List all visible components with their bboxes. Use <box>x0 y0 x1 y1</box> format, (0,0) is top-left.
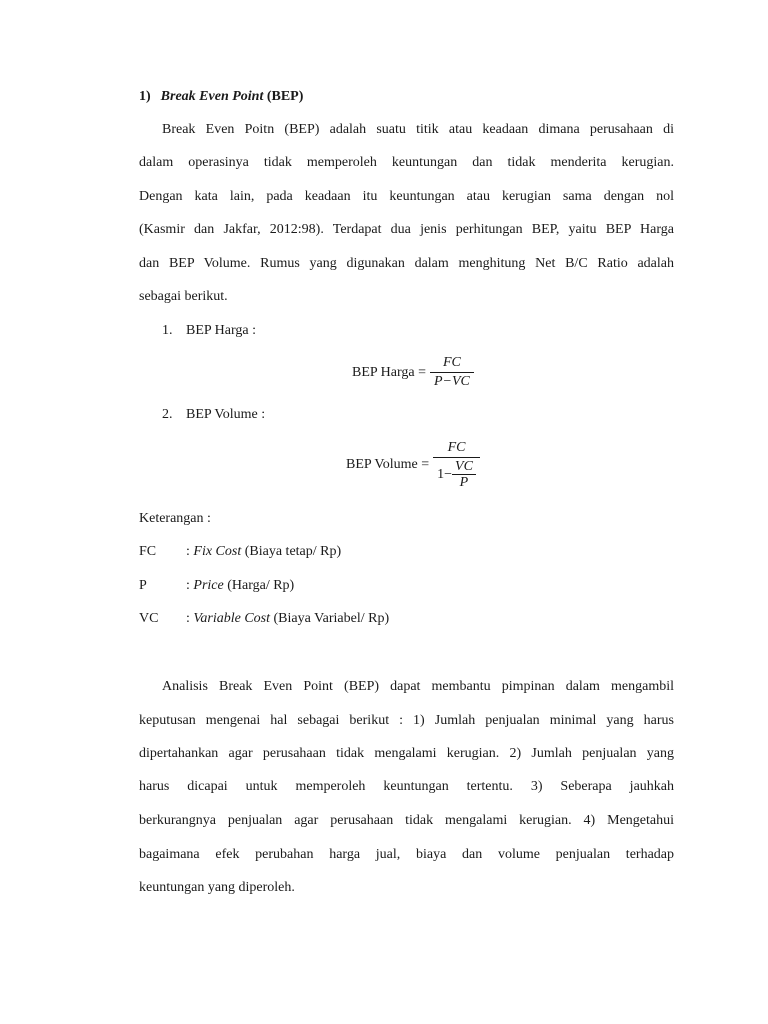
definition-term: P <box>139 578 147 593</box>
formula-fraction <box>430 355 474 390</box>
paragraph2-line: Analisis Break Even Point (BEP) dapat membantu pimpinan dalam mengambil <box>162 679 674 694</box>
list-item <box>162 321 697 341</box>
paragraph1-line: dalam operasinya tidak memperoleh keuntungan dan tidak menderita kerugian. <box>139 155 674 170</box>
list-item-label: BEP Volume : <box>186 407 266 422</box>
paragraph1-line: Dengan kata lain, pada keadaan itu keuntungan atau kerugian sama dengan nol <box>139 189 674 204</box>
inner-fraction <box>452 459 476 490</box>
definition-italic: Fix Cost <box>193 544 242 559</box>
formula-bep-harga <box>352 355 474 390</box>
inner-numerator: VC <box>455 459 473 474</box>
definition-term: FC <box>139 544 157 559</box>
definition-rest: (Harga/ Rp) <box>223 578 295 593</box>
list-item-label: BEP Harga : <box>186 323 256 338</box>
definition-separator: : <box>186 611 194 626</box>
section-heading <box>139 87 674 107</box>
paragraph2-line: berkurangnya penjualan agar perusahaan tidak mengalami kerugian. 4) Mengetahui <box>139 813 674 828</box>
definition-term: VC <box>139 611 159 626</box>
formula-bep-volume <box>346 440 480 490</box>
paragraph1-line: (Kasmir dan Jakfar, 2012:98). Terdapat dua jenis perhitungan BEP, yaitu BEP Harga <box>139 222 674 237</box>
formula-lhs: BEP Volume = <box>346 457 430 472</box>
definition-row <box>139 576 294 596</box>
definition-row <box>139 609 389 629</box>
fraction-numerator: FC <box>447 440 466 455</box>
paragraph2-line: keputusan mengenai hal sebagai berikut : 1) Jumlah penjualan minimal yang harus <box>139 713 674 728</box>
list-item-number: 2. <box>162 407 173 422</box>
list-item-number: 1. <box>162 323 173 338</box>
paragraph2-line: bagaimana efek perubahan harga jual, biaya dan volume penjualan terhadap <box>139 847 674 862</box>
fraction-denominator <box>433 458 480 490</box>
inner-denominator: P <box>459 475 469 490</box>
fraction-numerator: FC <box>443 355 461 370</box>
definition-separator: : <box>186 578 194 593</box>
heading-title-italic: Break Even Point <box>160 89 264 104</box>
denominator-prefix: 1− <box>437 466 453 482</box>
formula-lhs: BEP Harga = <box>352 364 426 380</box>
definition-separator: : <box>186 544 194 559</box>
paragraph2-line: dipertahankan agar perusahaan tidak mengalami kerugian. 2) Jumlah penjualan yang <box>139 746 674 761</box>
list-item <box>162 405 697 425</box>
paragraph2-line: keuntungan yang diperoleh. <box>139 880 295 895</box>
definition-rest: (Biaya Variabel/ Rp) <box>270 611 390 626</box>
definition-italic: Price <box>193 578 224 593</box>
paragraph1-line: Break Even Poitn (BEP) adalah suatu titik atau keadaan dimana perusahaan di <box>162 122 674 137</box>
paragraph1-line: sebagai berikut. <box>139 289 228 304</box>
fraction-denominator: P−VC <box>434 374 470 389</box>
paragraph2-line: harus dicapai untuk memperoleh keuntungan tertentu. 3) Seberapa jauhkah <box>139 779 674 794</box>
paragraph1-line: dan BEP Volume. Rumus yang digunakan dalam menghitung Net B/C Ratio adalah <box>139 256 674 271</box>
definition-italic: Variable Cost <box>193 611 271 626</box>
heading-number: 1) <box>139 89 151 104</box>
definition-rest: (Biaya tetap/ Rp) <box>241 544 342 559</box>
definition-row <box>139 542 341 562</box>
heading-title-suffix: (BEP) <box>266 89 304 104</box>
formula-fraction <box>433 440 480 490</box>
keterangan-label: Keterangan : <box>139 511 211 526</box>
